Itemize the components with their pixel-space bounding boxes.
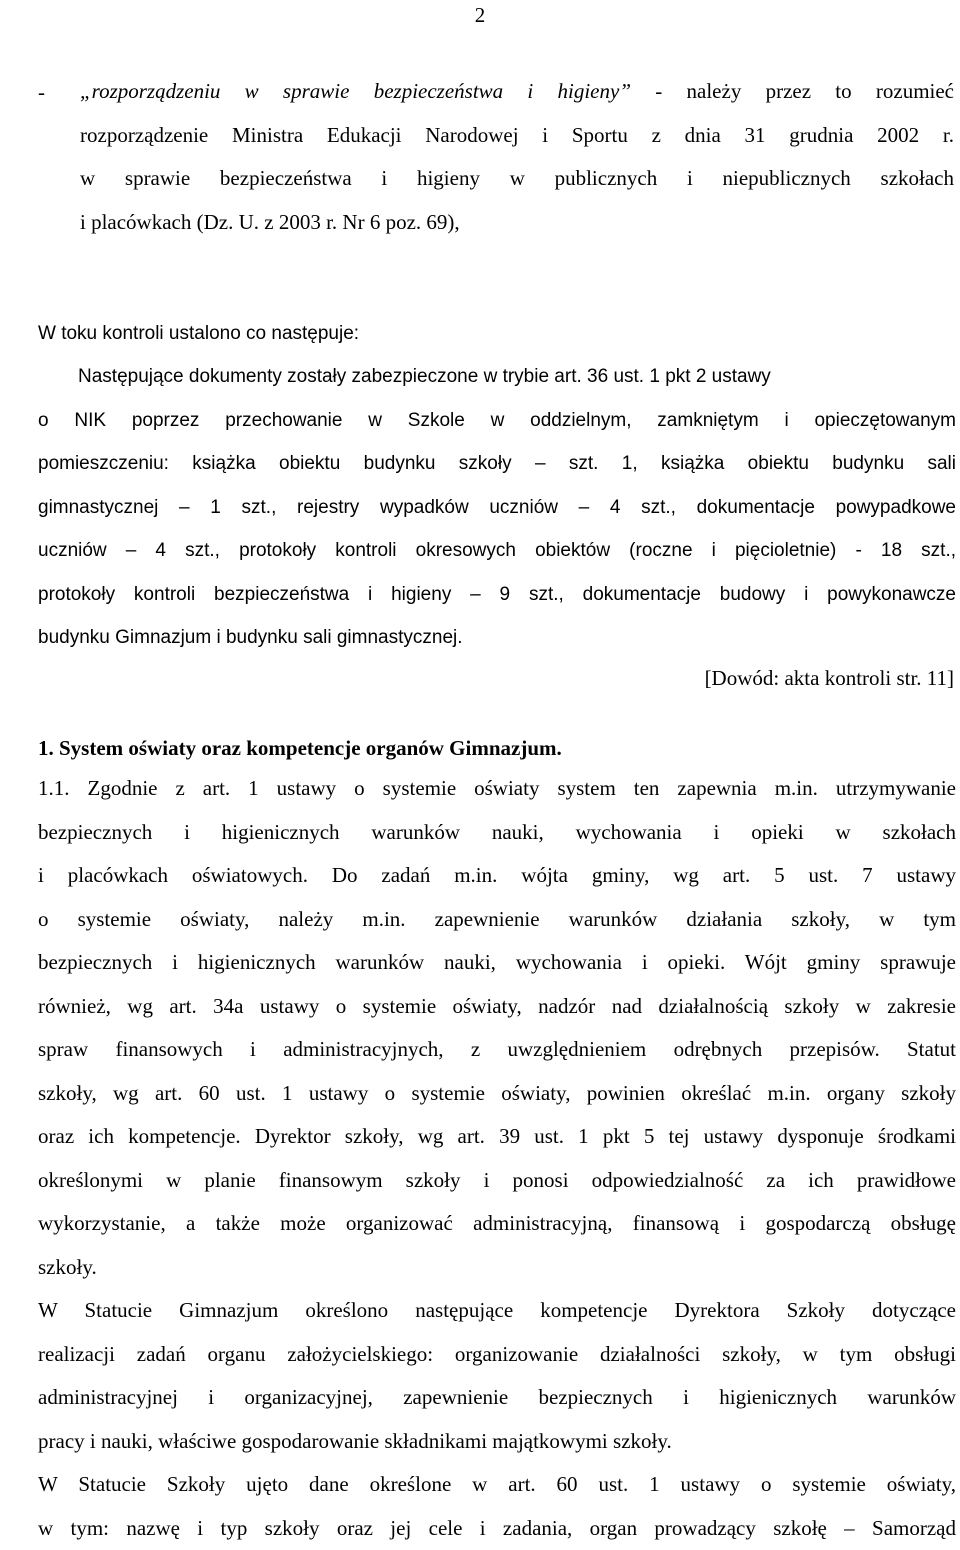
section-line: szkoły, wg art. 60 ust. 1 ustawy o systemie oświaty, powinien określać m.in. organy szkoły	[38, 1072, 956, 1116]
definition-text	[80, 70, 954, 244]
intro-sentence: W toku kontroli ustalono co następuje:	[38, 312, 958, 356]
section-line: bezpiecznych i higienicznych warunków nauki, wychowania i opieki w szkołach	[38, 811, 956, 855]
findings-line: Następujące dokumenty zostały zabezpieczone w trybie art. 36 ust. 1 pkt 2 ustawy	[38, 355, 956, 399]
section-heading: 1. System oświaty oraz kompetencje organów Gimnazjum.	[38, 730, 562, 766]
findings-line: o NIK poprzez przechowanie w Szkole w oddzielnym, zamkniętym i opieczętowanym	[38, 399, 956, 443]
findings-line: pomieszczeniu: książka obiektu budynku szkoły – szt. 1, książka obiektu budynku sali	[38, 442, 956, 486]
findings-line: budynku Gimnazjum i budynku sali gimnastycznej.	[38, 616, 956, 660]
section-line: 1.1. Zgodnie z art. 1 ustawy o systemie oświaty system ten zapewnia m.in. utrzymywanie	[38, 767, 956, 811]
section-line: administracyjnej i organizacyjnej, zapewnienie bezpiecznych i higienicznych warunków	[38, 1376, 956, 1420]
section-line: szkoły.	[38, 1246, 956, 1290]
section-body	[38, 767, 956, 1550]
section-line: o systemie oświaty, należy m.in. zapewnienie warunków działania szkoły, w tym	[38, 898, 956, 942]
definition-line: rozporządzenie Ministra Edukacji Narodowej i Sportu z dnia 31 grudnia 2002 r.	[80, 114, 954, 158]
findings-line: gimnastycznej – 1 szt., rejestry wypadków uczniów – 4 szt., dokumentacje powypadkowe	[38, 486, 956, 530]
definition-line1-rest: - należy przez to rozumieć	[655, 79, 954, 103]
section-line: w tym: nazwę i typ szkoły oraz jej cele i zadania, organ prowadzący szkołę – Samorząd	[38, 1507, 956, 1550]
section-line: wykorzystanie, a także może organizować administracyjną, finansową i gospodarczą obsługę	[38, 1202, 956, 1246]
findings-line: protokoły kontroli bezpieczeństwa i higieny – 9 szt., dokumentacje budowy i powykonawcze	[38, 573, 956, 617]
list-dash: -	[38, 70, 45, 114]
section-line: W Statucie Szkoły ujęto dane określone w art. 60 ust. 1 ustawy o systemie oświaty,	[38, 1463, 956, 1507]
definition-line: i placówkach (Dz. U. z 2003 r. Nr 6 poz. 69),	[80, 201, 954, 245]
section-line: określonymi w planie finansowym szkoły i ponosi odpowiedzialność za ich prawidłowe	[38, 1159, 956, 1203]
evidence-reference: [Dowód: akta kontroli str. 11]	[705, 660, 954, 696]
section-line: realizacji zadań organu założycielskiego: organizowanie działalności szkoły, w tym obsługi	[38, 1333, 956, 1377]
page-number: 2	[0, 3, 960, 27]
findings-paragraph	[38, 355, 956, 660]
definition-line	[80, 70, 954, 114]
section-line: oraz ich kompetencje. Dyrektor szkoły, wg art. 39 ust. 1 pkt 5 tej ustawy dysponuje środkami	[38, 1115, 956, 1159]
section-line: W Statucie Gimnazjum określono następujące kompetencje Dyrektora Szkoły dotyczące	[38, 1289, 956, 1333]
definition-line: w sprawie bezpieczeństwa i higieny w publicznych i niepublicznych szkołach	[80, 157, 954, 201]
definition-term: „rozporządzeniu w sprawie bezpieczeństwa i higieny”	[80, 79, 631, 103]
section-line: spraw finansowych i administracyjnych, z uwzględnieniem odrębnych przepisów. Statut	[38, 1028, 956, 1072]
section-line: i placówkach oświatowych. Do zadań m.in. wójta gminy, wg art. 5 ust. 7 ustawy	[38, 854, 956, 898]
findings-line: uczniów – 4 szt., protokoły kontroli okresowych obiektów (roczne i pięcioletnie) - 18 szt.,	[38, 529, 956, 573]
section-line: pracy i nauki, właściwe gospodarowanie składnikami majątkowymi szkoły.	[38, 1420, 956, 1464]
section-line: również, wg art. 34a ustawy o systemie oświaty, nadzór nad działalnością szkoły w zakresie	[38, 985, 956, 1029]
section-line: bezpiecznych i higienicznych warunków nauki, wychowania i opieki. Wójt gminy sprawuje	[38, 941, 956, 985]
